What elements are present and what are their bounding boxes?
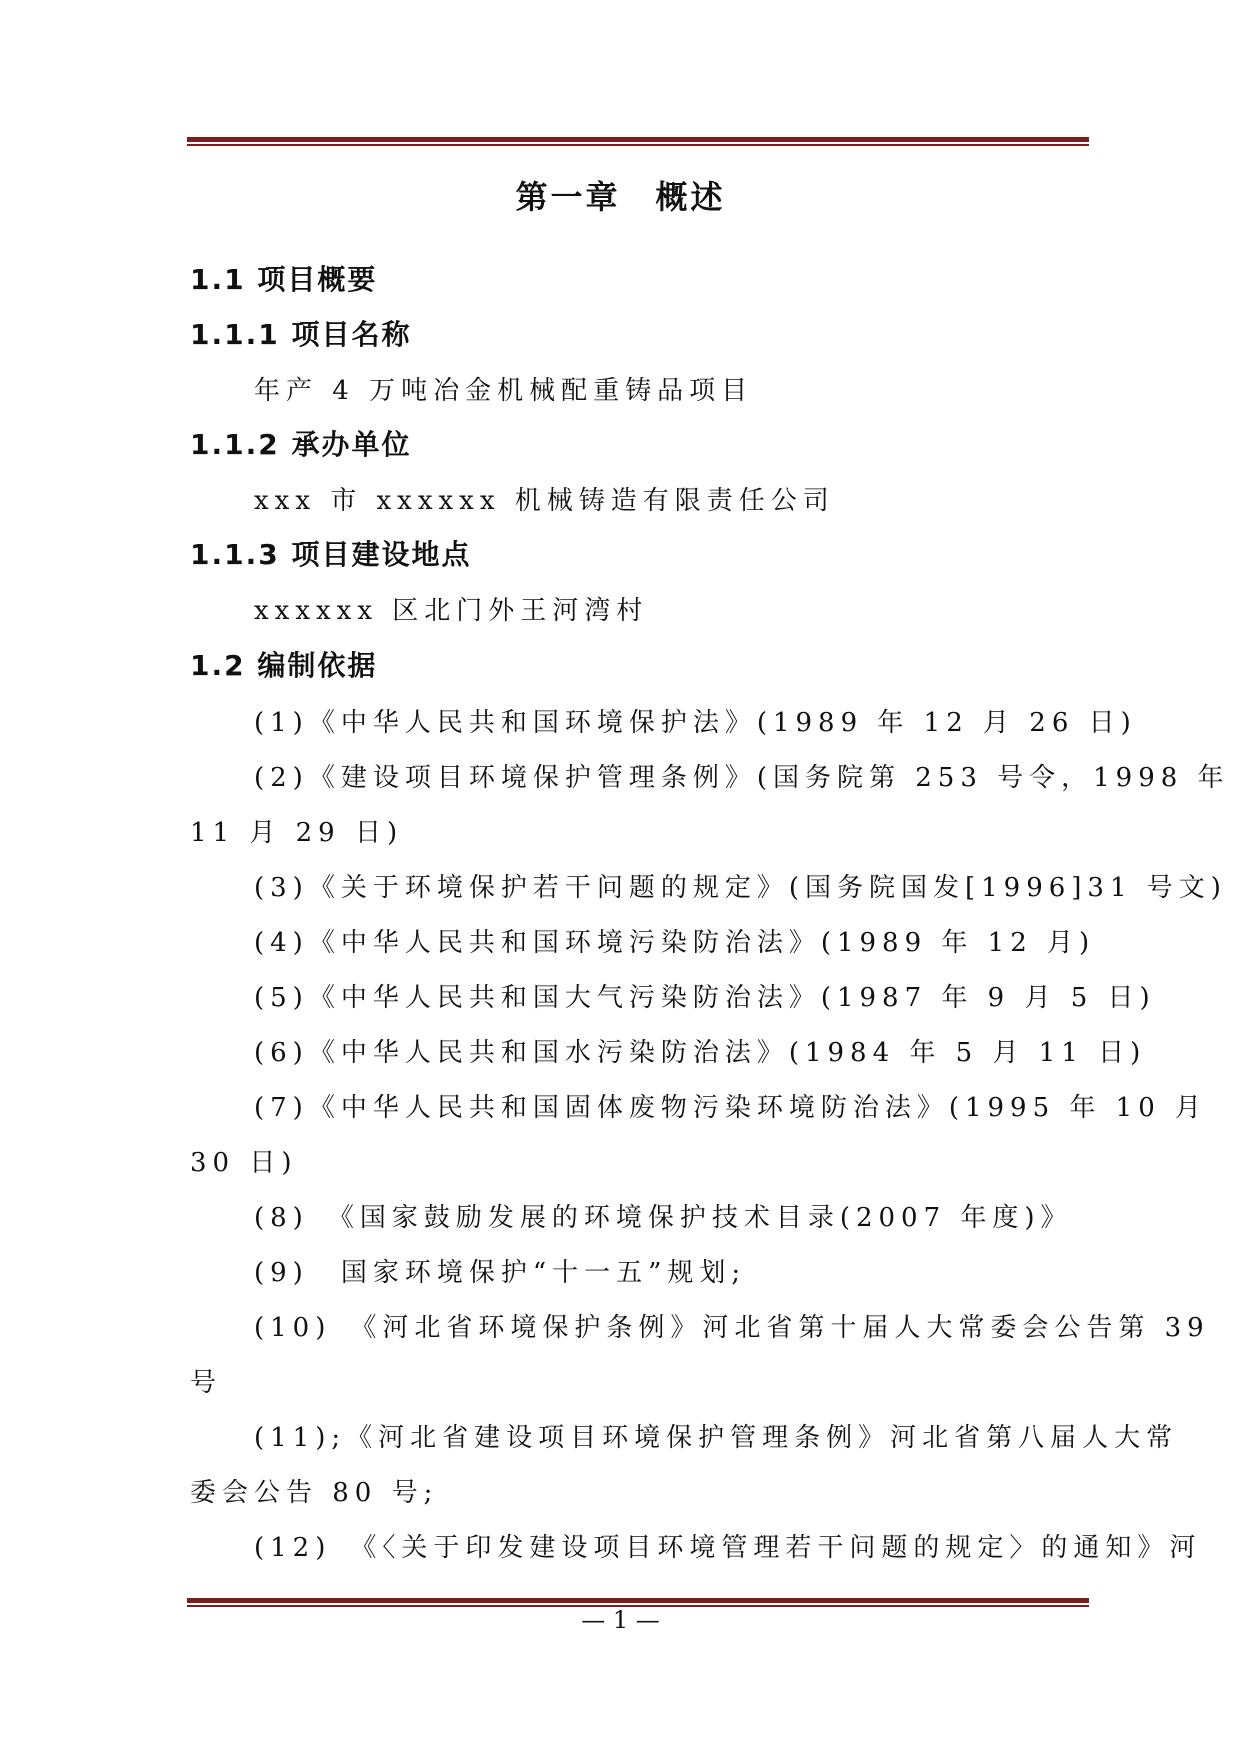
section-heading-1-1: 1.1 项目概要 [190, 263, 378, 296]
reference-item: (11);《河北省建设项目环境保护管理条例》河北省第八届人大常 [254, 1423, 1179, 1453]
reference-item-continued: 号 [190, 1368, 223, 1398]
chapter-title: 第一章 概述 [515, 178, 726, 216]
reference-item: (12) 《〈关于印发建设项目环境管理若干问题的规定〉的通知》河 [254, 1533, 1202, 1563]
reference-item: (1)《中华人民共和国环境保护法》(1989 年 12 月 26 日) [254, 708, 1137, 738]
reference-item: (8) 《国家鼓励发展的环境保护技术目录(2007 年度)》 [254, 1203, 1073, 1233]
reference-item: (2)《建设项目环境保护管理条例》(国务院第 253 号令，1998 年 [254, 763, 1230, 793]
section-heading-1-1-1: 1.1.1 项目名称 [190, 318, 412, 351]
page-number: — 1 — [581, 1606, 660, 1634]
reference-item: (4)《中华人民共和国环境污染防治法》(1989 年 12 月) [254, 928, 1096, 958]
section-heading-1-2: 1.2 编制依据 [190, 649, 378, 682]
section-heading-1-1-3: 1.1.3 项目建设地点 [190, 538, 472, 571]
reference-item: (7)《中华人民共和国固体废物污染环境防治法》(1995 年 10 月 [254, 1093, 1208, 1123]
reference-item-continued: 30 日) [190, 1148, 298, 1178]
location: xxxxxx 区北门外王河湾村 [254, 596, 649, 626]
organizer: xxx 市 xxxxxx 机械铸造有限责任公司 [254, 486, 835, 516]
project-name: 年产 4 万吨冶金机械配重铸品项目 [254, 376, 754, 406]
top-rule [187, 137, 1089, 146]
reference-item: (9) 国家环境保护“十一五”规划; [254, 1258, 747, 1288]
reference-item: (10) 《河北省环境保护条例》河北省第十届人大常委会公告第 39 [254, 1313, 1210, 1343]
section-heading-1-1-2: 1.1.2 承办单位 [190, 428, 412, 461]
reference-item: (3)《关于环境保护若干问题的规定》(国务院国发[1996]31 号文) [254, 873, 1227, 903]
reference-item: (6)《中华人民共和国水污染防治法》(1984 年 5 月 11 日) [254, 1038, 1147, 1068]
reference-item-continued: 11 月 29 日) [190, 818, 404, 848]
reference-item: (5)《中华人民共和国大气污染防治法》(1987 年 9 月 5 日) [254, 983, 1156, 1013]
reference-item-continued: 委会公告 80 号; [190, 1478, 439, 1508]
